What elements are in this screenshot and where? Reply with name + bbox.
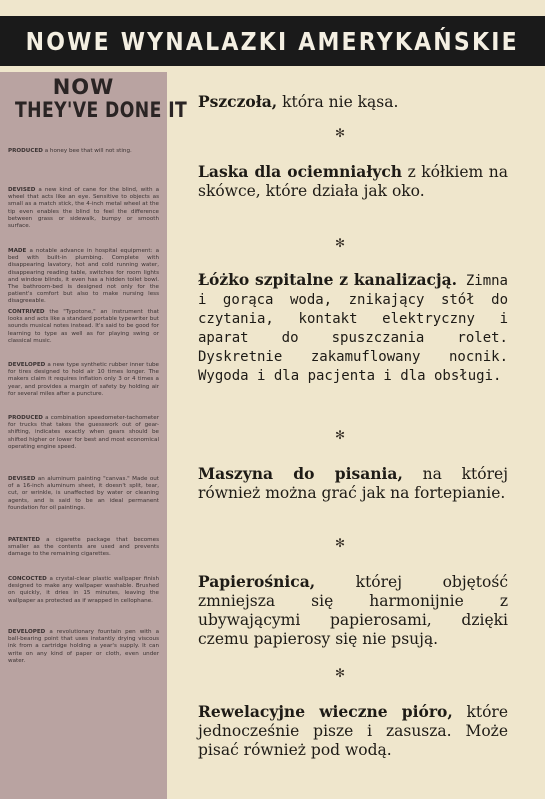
invention-entry-cigarette-case xyxy=(198,572,508,649)
separator-star-icon: ✻ xyxy=(334,428,346,442)
separator-star-icon: ✻ xyxy=(334,536,346,550)
invention-entry-bed xyxy=(198,270,508,385)
clipping-item: DEVELOPED a new type synthetic rubber inner tube for tires designed to hold air 10 times longer. The makers claim it requires inflation only 3 or 4 times a year, and provides a margin of safety by holding air for several miles after a puncture. xyxy=(8,362,159,397)
invention-title: Maszyna do pisania, xyxy=(198,464,403,483)
clipping-item: DEVELOPED a revolutionary fountain pen with a ball-bearing point that uses instantly drying viscous ink from a cartridge holding a year's supply. It can write on any kind of paper or cloth, even under water. xyxy=(8,629,160,664)
invention-text: z kółkiem na skówce, które działa jak oko. xyxy=(198,163,508,200)
clipping-item: PRODUCED a honey bee that will not sting. xyxy=(8,148,132,154)
separator-star-icon: ✻ xyxy=(334,126,346,140)
invention-title: Pszczoła, xyxy=(198,92,278,111)
clipping-heading xyxy=(0,75,188,122)
invention-text: na której również można grać jak na fortepianie. xyxy=(198,465,508,502)
invention-title: Papierośnica, xyxy=(198,572,316,591)
clipping-item: PRODUCED a combination speedometer-tachometer for trucks that takes the guesswork out of gear-shifting, indicates exactly when gears should be shifted higher or lower for best and most economical operating engine speed. xyxy=(8,415,159,450)
invention-text: Zimna i gorąca woda, znikający stół do czytania, kontakt elektryczny i aparat do spuszczania rolet. Dyskretnie zakamuflowany nocnik. Wygoda i dla pacjenta i dla obsługi. xyxy=(198,273,508,384)
invention-entry-cane xyxy=(198,162,508,201)
page-title: NOWE WYNALAZKI AMERYKAŃSKIE xyxy=(25,26,520,56)
invention-entry-typewriter xyxy=(198,464,508,503)
invention-text: która nie kąsa. xyxy=(277,93,399,111)
invention-title: Rewelacyjne wieczne pióro, xyxy=(198,702,453,721)
header-banner xyxy=(0,16,545,66)
invention-title: Laska dla ociemniałych xyxy=(198,162,403,181)
clipping-item: CONCOCTED a crystal-clear plastic wallpaper finish designed to make any wallpaper washable. Brushed on quickly, it dries in 15 minutes, leaving the wallpaper as protected as if wrapped in cellophane. xyxy=(8,576,159,604)
clipping-item: MADE a notable advance in hospital equipment: a bed with built-in plumbing. Complete with disappearing lavatory, hot and cold running water, disappearing reading table, switches for room lights and window blinds, it even has a hidden toilet bowl. The bathroom-bed is designed not only for the patient's comfort but also to make nursing less disagreeable. xyxy=(8,248,159,305)
invention-title: Łóżko szpitalne z kanalizacją. xyxy=(198,270,458,289)
invention-text: której objętość zmniejsza się harmonijnie z ubywającymi papierosami, dzięki czemu papierosy się nie psują. xyxy=(198,573,508,648)
invention-text: które jednocześnie pisze i zasusza. Może pisać również pod wodą. xyxy=(198,703,508,759)
separator-star-icon: ✻ xyxy=(334,666,346,680)
newspaper-clipping xyxy=(0,72,188,799)
clipping-item-list xyxy=(8,148,159,682)
invention-entry-fountain-pen xyxy=(198,702,508,760)
clipping-heading-now: NOW xyxy=(52,75,115,99)
clipping-item: CONTRIVED the "Typotone," an instrument that looks and acts like a standard portable typewriter but sounds musical notes instead. It's said to be good for learning to type as well as for playing swing or classical music. xyxy=(8,309,159,344)
separator-star-icon: ✻ xyxy=(334,236,346,250)
clipping-item: PATENTED a cigarette package that becomes smaller as the contents are used and prevents damage to the remaining cigarettes. xyxy=(8,537,159,558)
invention-entry-bee xyxy=(198,92,508,112)
clipping-item: DEVISED an aluminum painting "canvas." Made out of a 16-inch aluminum sheet, it doesn't split, tear, cut, or wrinkle, is unaffected by water or cleaning agents, and is said to be an ideal permanent foundation for oil paintings. xyxy=(8,476,159,511)
clipping-item: DEVISED a new kind of cane for the blind, with a wheel that acts like an eye. Sensitive to objects as small as a match stick, the 4-inch metal wheel at the tip even enables the blind to feel the difference between grass or sidewalk, bumpy or smooth surface. xyxy=(8,187,159,230)
clipping-heading-sub: THEY'VE DONE IT xyxy=(15,97,188,122)
